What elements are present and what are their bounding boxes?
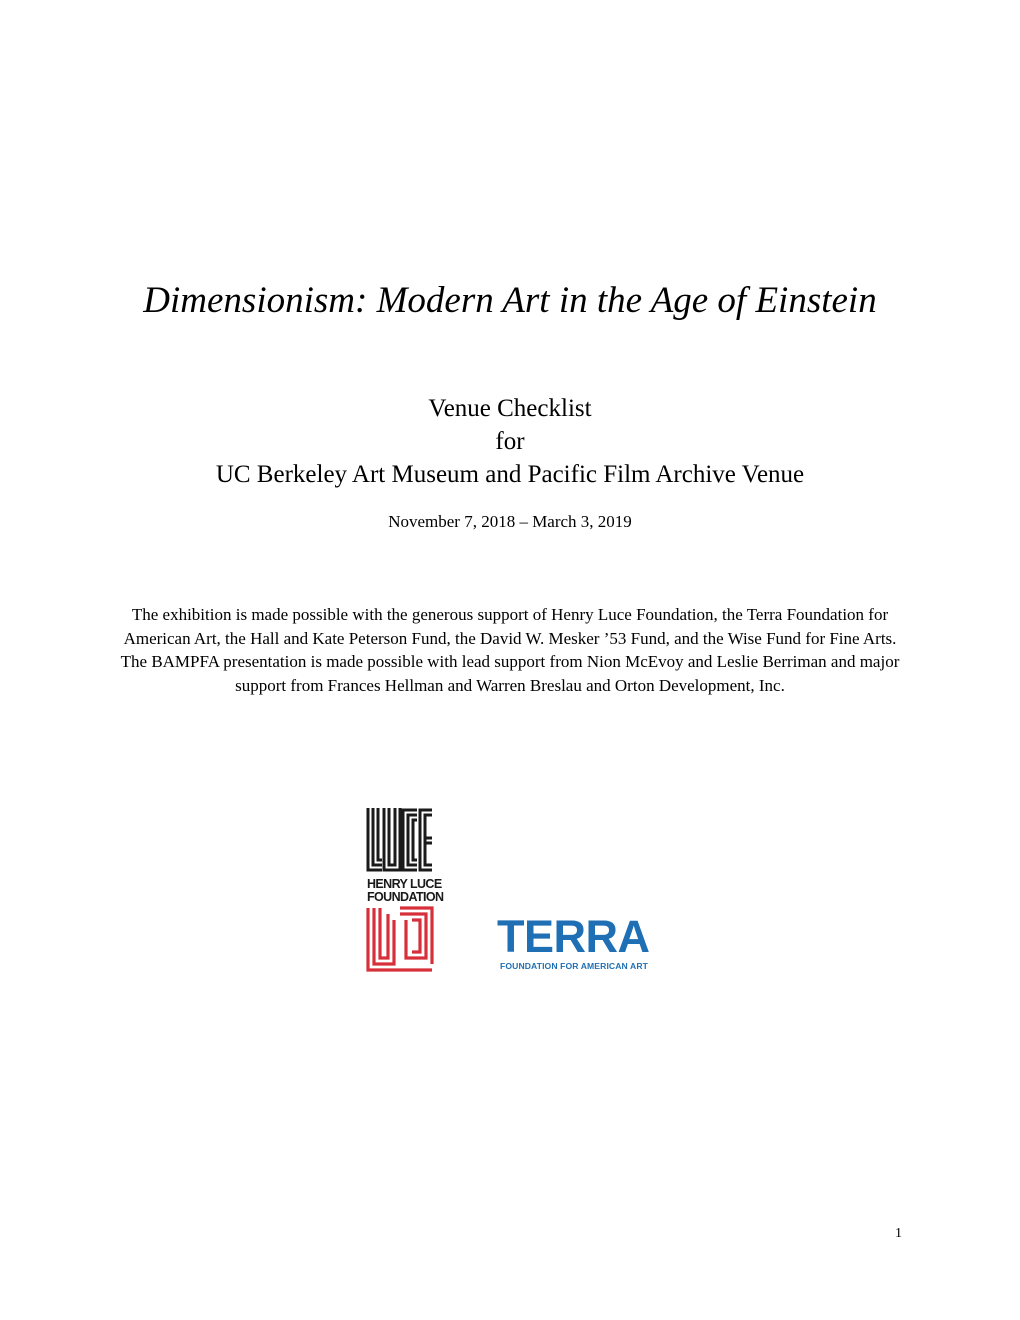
checklist-heading [0,392,1020,491]
luce-red-maze-icon [368,908,432,970]
page-number: 1 [895,1226,902,1241]
terra-subtitle: FOUNDATION FOR AMERICAN ART [500,961,648,971]
document-title: Dimensionism: Modern Art in the Age of Einstein [143,280,877,321]
luce-maze-letters-icon [368,808,432,870]
terra-wordmark: TERRA [497,911,650,962]
luce-logo-line1: HENRY LUCE [367,877,442,891]
checklist-line-venue: Venue Checklist [428,395,592,422]
checklist-line-for: for [495,428,525,455]
luce-logo-line2: FOUNDATION [367,890,444,904]
terra-foundation-logo [497,911,657,974]
checklist-line-museum: UC Berkeley Art Museum and Pacific Film Archive Venue [215,461,805,488]
henry-luce-foundation-logo [366,808,444,972]
support-paragraph: The exhibition is made possible with the generous support of Henry Luce Foundation, the Terra Foundation for American Art, the Hall and Kate Peterson Fund, the David W. Mesker ’53 Fund, and the Wise Fund for Fine Arts. The BAMPFA presentation is made possible with lead support from Nion McEvoy and Leslie Berriman and major support from Frances Hellman and Warren Breslau and Orton Development, Inc. [120,605,900,695]
exhibition-dates: November 7, 2018 – March 3, 2019 [388,512,632,531]
